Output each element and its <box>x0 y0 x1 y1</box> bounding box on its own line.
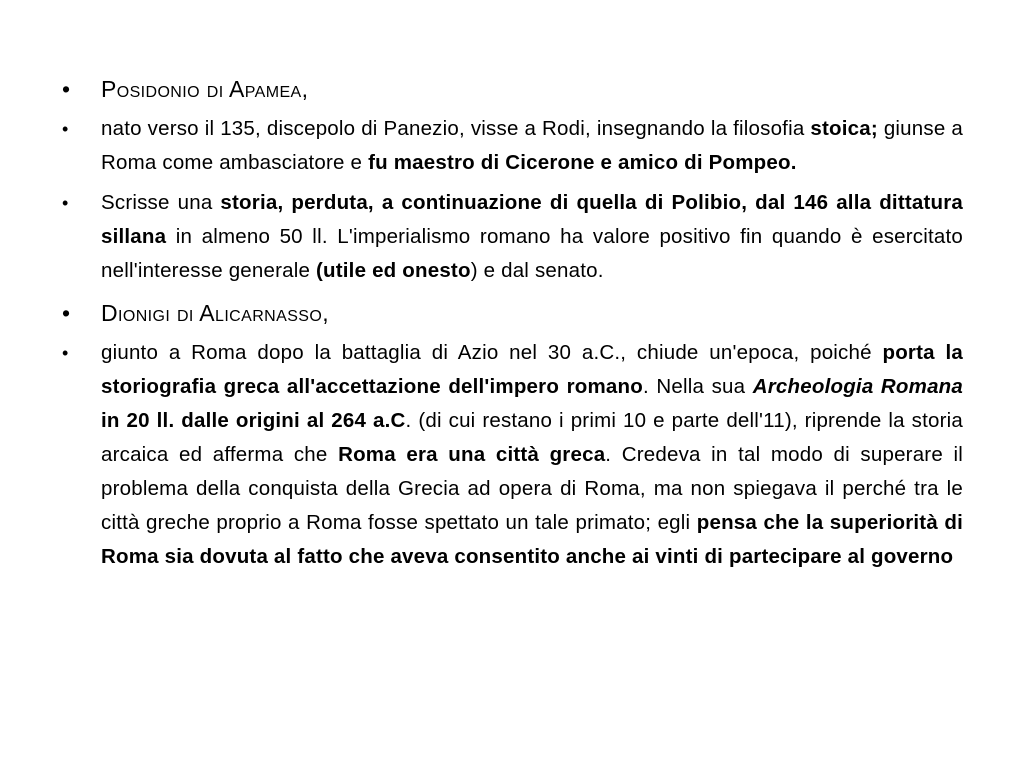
text-run: ) e dal senato. <box>470 259 604 282</box>
author-heading <box>62 70 963 108</box>
bullet-icon: • <box>62 193 69 213</box>
bullet-icon: • <box>62 300 71 326</box>
text-run: in almeno 50 ll. L'imperialismo romano ha valore positivo fin quando è esercitato nell'interesse generale <box>101 225 963 282</box>
italic-title: Archeologia Romana <box>752 375 964 398</box>
text-run: , <box>301 76 309 102</box>
text-run: , <box>322 300 329 326</box>
paragraph-text <box>101 117 963 174</box>
bold-run <box>753 375 963 398</box>
author-name: Posidonio di Apamea <box>101 76 302 102</box>
bold-run: in 20 ll. dalle origini al 264 a.C <box>101 409 406 432</box>
paragraph-text <box>101 191 963 282</box>
author-heading <box>62 294 963 332</box>
bold-run: (utile ed onesto <box>316 259 471 282</box>
bullet-paragraph <box>62 336 963 574</box>
bullet-icon: • <box>62 76 71 102</box>
paragraph-text <box>101 300 329 326</box>
bold-run: Roma era una città greca <box>338 443 606 466</box>
bold-run: pensa che la superiorità di Roma sia dovuta al fatto che aveva consentito anche ai vinti di partecipare al governo <box>101 511 963 568</box>
text-run: . Nella sua <box>642 375 753 398</box>
paragraph-text <box>101 341 963 568</box>
bold-run: porta la storiografia greca all'accettazione dell'impero romano <box>101 341 963 398</box>
text-run: giunto a Roma dopo la battaglia di Azio nel 30 a.C., chiude un'epoca, poiché <box>101 341 883 364</box>
text-run: . Credeva in tal modo di superare il problema della conquista della Grecia ad opera di Roma, ma non spiegava il perché tra le città greche proprio a Roma fosse spettato un tale primato; egli <box>101 443 963 534</box>
text-run: nato verso il 135, discepolo di Panezio, visse a Rodi, insegnando la filosofia <box>101 117 811 140</box>
bullet-icon: • <box>62 343 69 363</box>
bullet-icon: • <box>62 119 69 139</box>
bold-run: fu maestro di Cicerone e amico di Pompeo. <box>368 151 797 174</box>
text-run: Scrisse una <box>101 191 221 214</box>
slide-content <box>62 70 963 580</box>
paragraph-text <box>101 76 308 102</box>
author-name: Dionigi di Alicarnasso <box>101 300 323 326</box>
bold-run: storia, perduta, a continuazione di quella di Polibio, dal 146 alla dittatura sillana <box>101 191 963 248</box>
bold-run: stoica; <box>810 117 878 140</box>
text-run: . (di cui restano i primi 10 e parte dell'11), riprende la storia arcaica ed afferma che <box>101 409 964 466</box>
bullet-paragraph <box>62 112 963 180</box>
text-run: giunse a Roma come ambasciatore e <box>101 117 963 174</box>
bullet-paragraph <box>62 186 963 288</box>
